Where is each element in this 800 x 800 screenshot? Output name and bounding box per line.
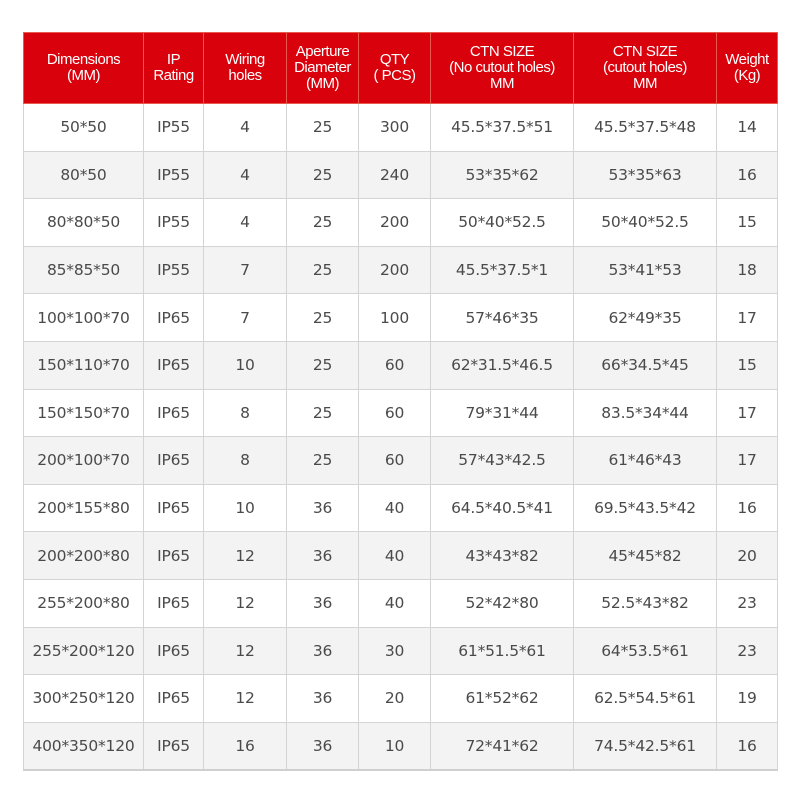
column-header-aperture-diameter — [287, 33, 359, 104]
cell-wiring-holes: 4 — [204, 104, 287, 152]
cell-dimensions: 255*200*80 — [24, 579, 144, 627]
cell-dimensions: 400*350*120 — [24, 722, 144, 770]
cell-wiring-holes: 8 — [204, 437, 287, 485]
cell-weight: 14 — [717, 104, 778, 152]
cell-aperture-diameter: 25 — [287, 389, 359, 437]
table-row — [24, 104, 778, 152]
table-row — [24, 389, 778, 437]
cell-qty: 40 — [359, 484, 431, 532]
column-header-line: IP — [166, 51, 181, 68]
column-header-line: Weight — [725, 51, 769, 68]
cell-aperture-diameter: 36 — [287, 722, 359, 770]
cell-aperture-diameter: 36 — [287, 627, 359, 675]
cell-weight: 23 — [717, 579, 778, 627]
cell-ctn-size-cutout: 52.5*43*82 — [574, 579, 717, 627]
column-header-line: Dimensions — [46, 51, 121, 68]
cell-ip-rating: IP65 — [144, 484, 204, 532]
cell-dimensions: 80*50 — [24, 151, 144, 199]
cell-wiring-holes: 7 — [204, 246, 287, 294]
cell-weight: 16 — [717, 722, 778, 770]
table-row — [24, 437, 778, 485]
column-header-wiring-holes — [204, 33, 287, 104]
cell-ctn-size-no-cutout: 72*41*62 — [431, 722, 574, 770]
cell-weight: 20 — [717, 532, 778, 580]
cell-ctn-size-cutout: 53*35*63 — [574, 151, 717, 199]
cell-qty: 60 — [359, 341, 431, 389]
column-header-line: (cutout holes) — [603, 59, 687, 76]
cell-ip-rating: IP65 — [144, 579, 204, 627]
cell-dimensions: 150*110*70 — [24, 341, 144, 389]
column-header-dimensions — [24, 33, 144, 104]
cell-weight: 17 — [717, 389, 778, 437]
cell-weight: 16 — [717, 484, 778, 532]
cell-weight: 16 — [717, 151, 778, 199]
cell-ctn-size-cutout: 66*34.5*45 — [574, 341, 717, 389]
column-header-line: Aperture — [295, 43, 350, 60]
cell-dimensions: 80*80*50 — [24, 199, 144, 247]
column-header-ctn-size-no-cutout — [431, 33, 574, 104]
table-row — [24, 627, 778, 675]
cell-ctn-size-cutout: 69.5*43.5*42 — [574, 484, 717, 532]
table-row — [24, 532, 778, 580]
cell-wiring-holes: 7 — [204, 294, 287, 342]
header-row — [24, 33, 778, 104]
column-header-line: holes — [228, 67, 262, 84]
cell-ctn-size-no-cutout: 57*46*35 — [431, 294, 574, 342]
cell-ctn-size-no-cutout: 61*52*62 — [431, 675, 574, 723]
column-header-weight — [717, 33, 778, 104]
cell-wiring-holes: 12 — [204, 675, 287, 723]
table-row — [24, 722, 778, 770]
cell-ctn-size-no-cutout: 45.5*37.5*1 — [431, 246, 574, 294]
cell-dimensions: 200*155*80 — [24, 484, 144, 532]
cell-ctn-size-no-cutout: 79*31*44 — [431, 389, 574, 437]
cell-qty: 300 — [359, 104, 431, 152]
column-header-line: (Kg) — [733, 67, 761, 84]
column-header-line: (No cutout holes) — [449, 59, 555, 76]
table-row — [24, 675, 778, 723]
column-header-line: MM — [633, 75, 657, 92]
cell-aperture-diameter: 25 — [287, 437, 359, 485]
cell-qty: 40 — [359, 579, 431, 627]
table-body — [24, 104, 778, 771]
column-header-line: MM — [490, 75, 514, 92]
cell-qty: 200 — [359, 199, 431, 247]
cell-wiring-holes: 10 — [204, 484, 287, 532]
cell-ctn-size-cutout: 74.5*42.5*61 — [574, 722, 717, 770]
cell-aperture-diameter: 25 — [287, 341, 359, 389]
cell-wiring-holes: 8 — [204, 389, 287, 437]
table-row — [24, 246, 778, 294]
cell-aperture-diameter: 25 — [287, 104, 359, 152]
cell-ip-rating: IP65 — [144, 294, 204, 342]
column-header-line: (MM) — [67, 67, 100, 84]
cell-weight: 17 — [717, 437, 778, 485]
cell-dimensions: 85*85*50 — [24, 246, 144, 294]
cell-ctn-size-no-cutout: 45.5*37.5*51 — [431, 104, 574, 152]
cell-aperture-diameter: 25 — [287, 294, 359, 342]
cell-ip-rating: IP55 — [144, 104, 204, 152]
cell-ip-rating: IP65 — [144, 675, 204, 723]
cell-ctn-size-cutout: 53*41*53 — [574, 246, 717, 294]
cell-ctn-size-cutout: 45*45*82 — [574, 532, 717, 580]
cell-qty: 60 — [359, 389, 431, 437]
column-header-ctn-size-cutout — [574, 33, 717, 104]
cell-ip-rating: IP65 — [144, 437, 204, 485]
cell-ip-rating: IP65 — [144, 532, 204, 580]
cell-qty: 40 — [359, 532, 431, 580]
cell-ctn-size-no-cutout: 43*43*82 — [431, 532, 574, 580]
cell-qty: 60 — [359, 437, 431, 485]
column-header-line: CTN SIZE — [612, 43, 678, 60]
column-header-line: (MM) — [306, 75, 339, 92]
cell-ip-rating: IP65 — [144, 341, 204, 389]
cell-weight: 23 — [717, 627, 778, 675]
cell-aperture-diameter: 36 — [287, 579, 359, 627]
column-header-line: Diameter — [294, 59, 351, 76]
cell-weight: 18 — [717, 246, 778, 294]
column-header-line: Rating — [153, 67, 194, 84]
cell-qty: 20 — [359, 675, 431, 723]
cell-dimensions: 200*100*70 — [24, 437, 144, 485]
cell-dimensions: 100*100*70 — [24, 294, 144, 342]
column-header-ip-rating — [144, 33, 204, 104]
cell-ip-rating: IP65 — [144, 627, 204, 675]
table-row — [24, 579, 778, 627]
column-header-line: ( PCS) — [373, 67, 416, 84]
column-header-line: Wiring — [225, 51, 265, 68]
cell-qty: 30 — [359, 627, 431, 675]
cell-aperture-diameter: 36 — [287, 484, 359, 532]
cell-ip-rating: IP55 — [144, 199, 204, 247]
enclosure-spec-table — [23, 32, 778, 771]
cell-ctn-size-no-cutout: 64.5*40.5*41 — [431, 484, 574, 532]
cell-ctn-size-no-cutout: 61*51.5*61 — [431, 627, 574, 675]
table-row — [24, 341, 778, 389]
cell-dimensions: 255*200*120 — [24, 627, 144, 675]
cell-ctn-size-cutout: 83.5*34*44 — [574, 389, 717, 437]
cell-wiring-holes: 12 — [204, 532, 287, 580]
cell-wiring-holes: 12 — [204, 627, 287, 675]
cell-aperture-diameter: 25 — [287, 151, 359, 199]
cell-dimensions: 50*50 — [24, 104, 144, 152]
cell-dimensions: 150*150*70 — [24, 389, 144, 437]
cell-ctn-size-cutout: 45.5*37.5*48 — [574, 104, 717, 152]
cell-ctn-size-no-cutout: 53*35*62 — [431, 151, 574, 199]
cell-dimensions: 200*200*80 — [24, 532, 144, 580]
column-header-line: QTY — [379, 51, 410, 68]
cell-ctn-size-no-cutout: 50*40*52.5 — [431, 199, 574, 247]
table-row — [24, 151, 778, 199]
cell-ctn-size-cutout: 61*46*43 — [574, 437, 717, 485]
cell-aperture-diameter: 25 — [287, 199, 359, 247]
cell-qty: 240 — [359, 151, 431, 199]
cell-weight: 15 — [717, 199, 778, 247]
cell-weight: 19 — [717, 675, 778, 723]
cell-weight: 17 — [717, 294, 778, 342]
table-row — [24, 199, 778, 247]
table-row — [24, 484, 778, 532]
cell-weight: 15 — [717, 341, 778, 389]
cell-ctn-size-cutout: 64*53.5*61 — [574, 627, 717, 675]
cell-ip-rating: IP65 — [144, 722, 204, 770]
cell-wiring-holes: 4 — [204, 151, 287, 199]
cell-ctn-size-cutout: 62.5*54.5*61 — [574, 675, 717, 723]
table-row — [24, 294, 778, 342]
cell-wiring-holes: 4 — [204, 199, 287, 247]
cell-wiring-holes: 16 — [204, 722, 287, 770]
column-header-line: CTN SIZE — [469, 43, 535, 60]
cell-ctn-size-cutout: 62*49*35 — [574, 294, 717, 342]
cell-aperture-diameter: 36 — [287, 532, 359, 580]
cell-qty: 200 — [359, 246, 431, 294]
cell-qty: 100 — [359, 294, 431, 342]
cell-wiring-holes: 10 — [204, 341, 287, 389]
cell-ip-rating: IP55 — [144, 246, 204, 294]
cell-aperture-diameter: 25 — [287, 246, 359, 294]
cell-wiring-holes: 12 — [204, 579, 287, 627]
cell-dimensions: 300*250*120 — [24, 675, 144, 723]
cell-aperture-diameter: 36 — [287, 675, 359, 723]
cell-ctn-size-no-cutout: 62*31.5*46.5 — [431, 341, 574, 389]
cell-ip-rating: IP65 — [144, 389, 204, 437]
column-header-qty — [359, 33, 431, 104]
cell-ip-rating: IP55 — [144, 151, 204, 199]
cell-ctn-size-no-cutout: 52*42*80 — [431, 579, 574, 627]
cell-ctn-size-no-cutout: 57*43*42.5 — [431, 437, 574, 485]
cell-qty: 10 — [359, 722, 431, 770]
cell-ctn-size-cutout: 50*40*52.5 — [574, 199, 717, 247]
